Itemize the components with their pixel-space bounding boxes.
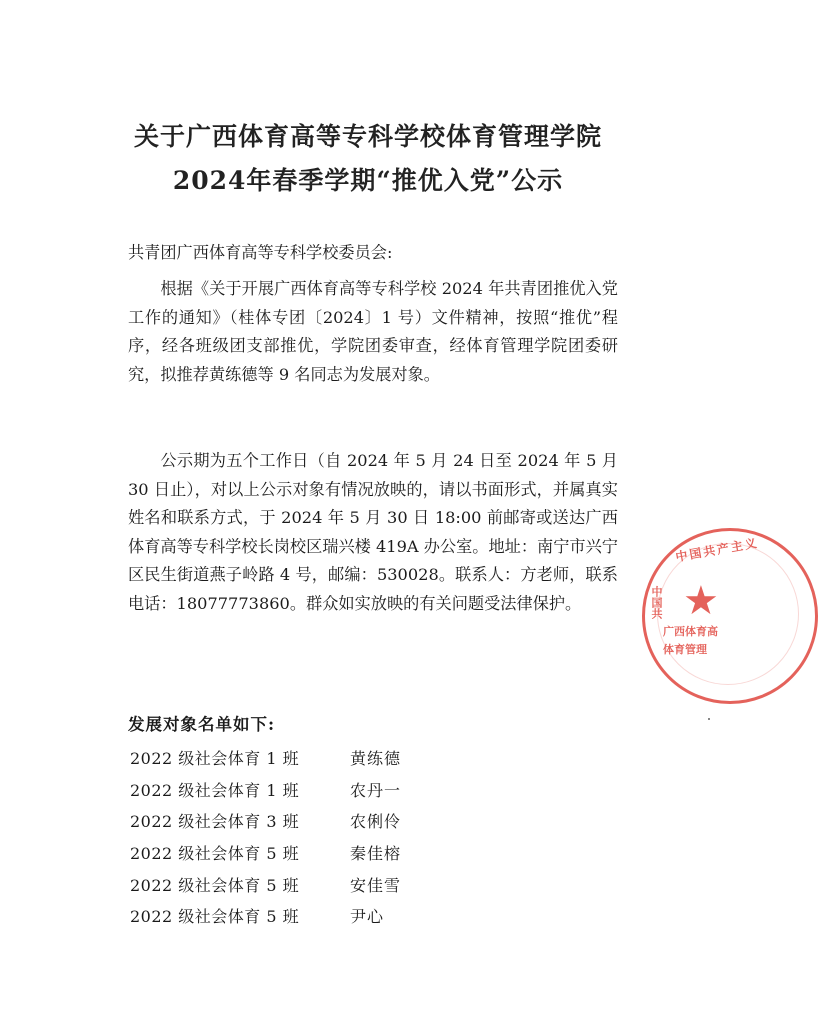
class-name: 2022 级社会体育 5 班 xyxy=(130,844,300,864)
seal-text-line2: 体育管理 xyxy=(663,643,707,656)
list-item xyxy=(130,900,460,932)
star-icon: ★ xyxy=(683,578,719,624)
class-name: 2022 级社会体育 5 班 xyxy=(130,875,300,895)
scan-speck xyxy=(708,718,710,720)
paragraph-2: 公示期为五个工作日（自 2024 年 5 月 24 日至 2024 年 5 月 30 日止），对以上公示对象有情况放映的，请以书面形式，并属真实姓名和联系方式，于 2024 年 5 月 30 日 18:00 前邮寄或送达广西体育高等专科学校长岗校区瑞兴楼 419A 办公室。地址：南宁市兴宁区民生街道燕子岭路 4 号，邮编：530028。联系人：方老师，联系电话：18077773860。群众如实放映的有关问题受法律保护。 xyxy=(128,451,618,613)
paragraph-1: 根据《关于开展广西体育高等专科学校 2024 年共青团推优入党工作的通知》（桂体专团〔2024〕1 号）文件精神，按照“推优”程序，经各班级团支部推优，学院团委审查，经体育管理学院团委研究，拟推荐黄练德等 9 名同志为发展对象。 xyxy=(128,279,618,384)
class-name: 2022 级社会体育 1 班 xyxy=(130,749,300,769)
list-item xyxy=(130,742,460,774)
list-item xyxy=(130,868,460,900)
candidate-list xyxy=(130,742,460,932)
seal-arc-text: 中国共产主义 xyxy=(674,535,760,565)
class-name: 2022 级社会体育 3 班 xyxy=(130,812,300,832)
seal-left-text: 中国共 xyxy=(650,586,663,619)
list-item xyxy=(130,774,460,806)
seal-text-line1: 广西体育高 xyxy=(663,625,718,638)
person-name: 黄练德 xyxy=(350,749,402,769)
class-name: 2022 级社会体育 5 班 xyxy=(130,907,300,927)
page-title-line1: 关于广西体育高等专科学校体育管理学院 xyxy=(133,122,602,151)
official-seal xyxy=(642,528,818,704)
page-title-line2: 2024年春季学期“推优入党”公示 xyxy=(172,166,564,195)
list-item xyxy=(130,805,460,837)
list-item xyxy=(130,837,460,869)
list-heading: 发展对象名单如下: xyxy=(128,715,276,734)
salutation: 共青团广西体育高等专科学校委员会: xyxy=(128,243,393,262)
class-name: 2022 级社会体育 1 班 xyxy=(130,780,300,800)
person-name: 安佳雪 xyxy=(350,875,402,895)
person-name: 秦佳榕 xyxy=(350,844,402,864)
person-name: 农俐伶 xyxy=(350,812,402,832)
person-name: 农丹一 xyxy=(350,780,402,800)
person-name: 尹心 xyxy=(350,907,385,927)
